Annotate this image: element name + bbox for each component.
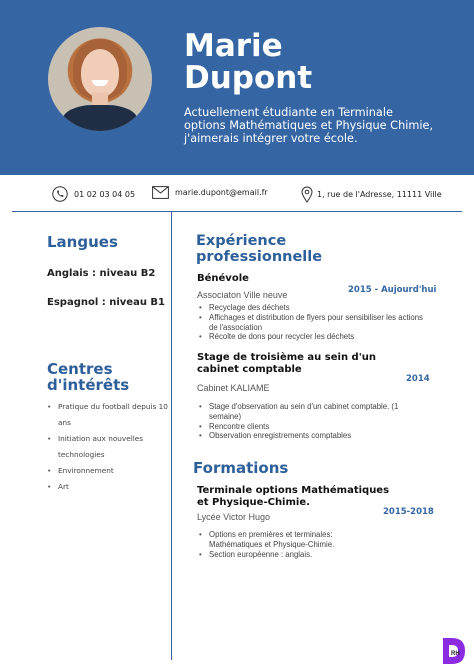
interests-list <box>47 399 172 495</box>
experience-heading: Expérience professionnelle <box>196 233 323 265</box>
email-address[interactable]: marie.dupont@email.fr <box>175 188 268 197</box>
postal-address: 1, rue de l'Adresse, 11111 Ville <box>317 190 442 199</box>
list-item: • Options en premières et terminales: Mathématiques et Physique-Chimie. <box>198 530 373 550</box>
first-name: Marie <box>184 28 283 64</box>
job-dates: 2014 <box>406 374 430 384</box>
mail-icon <box>152 186 169 199</box>
job-dates: 2015 - Aujourd'hui <box>348 285 437 295</box>
contact-address <box>301 186 442 203</box>
last-name: Dupont <box>184 60 313 96</box>
list-item: • Récolte de dons pour recycler les déchets <box>198 332 423 342</box>
header-banner <box>0 0 474 175</box>
location-pin-icon <box>301 186 313 203</box>
education-details <box>198 530 373 559</box>
profile-photo <box>48 27 152 131</box>
list-item: • Affichages et distribution de flyers pour sensibiliser les actions de l'association <box>198 313 423 333</box>
job-organization: Associaton Ville neuve <box>197 290 288 300</box>
d-rh-logo-icon <box>440 636 468 666</box>
phone-icon <box>52 186 68 202</box>
list-item: • Recyclage des déchets <box>198 303 423 313</box>
education-heading: Formations <box>193 459 289 477</box>
job-tasks <box>198 303 423 342</box>
list-item: • Observation enregistrements comptables <box>198 431 423 441</box>
education-title: Terminale options Mathématiques et Physique-Chimie. <box>197 485 390 508</box>
list-item: • Art <box>47 479 172 495</box>
profile-tagline: Actuellement étudiante en Terminale options Mathématiques et Physique Chimie, j'aimerais intégrer votre école. <box>184 106 434 145</box>
job-organization: Cabinet KALIAME <box>197 383 270 393</box>
list-item: • Section européenne : anglais. <box>198 550 373 560</box>
contact-phone <box>52 186 135 202</box>
contact-email <box>152 186 268 199</box>
language-item: Espagnol : niveau B1 <box>47 297 166 308</box>
full-name <box>184 30 312 94</box>
logo-text: RH <box>451 651 460 657</box>
job-title: Stage de troisième au sein d'un cabinet comptable <box>197 352 376 375</box>
language-item: Anglais : niveau B2 <box>47 268 156 279</box>
list-item: • Stage d'observation au sein d'un cabinet comptable. (1 semaine) <box>198 402 423 422</box>
horizontal-divider <box>12 211 462 212</box>
education-dates: 2015-2018 <box>383 507 434 517</box>
list-item: • Pratique du football depuis 10 ans <box>47 399 172 431</box>
languages-heading: Langues <box>47 233 118 251</box>
list-item: • Rencontre clients <box>198 422 423 432</box>
phone-number: 01 02 03 04 05 <box>74 189 136 199</box>
list-item: • Initiation aux nouvelles technologies <box>47 431 172 463</box>
job-title: Bénévole <box>197 273 249 284</box>
job-tasks <box>198 402 423 441</box>
list-item: • Environnement <box>47 463 172 479</box>
interests-heading: Centres d'intérêts <box>47 360 130 394</box>
education-school: Lycée Victor Hugo <box>197 512 271 522</box>
